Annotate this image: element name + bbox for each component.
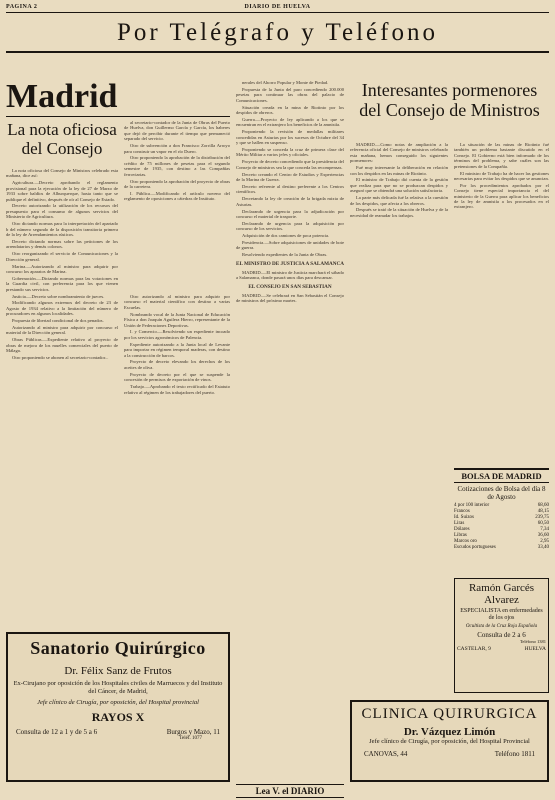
paragraph: Justicia.—Decreto sobre nombramiento de jueces. [12,293,105,299]
paragraph: Decreto autorizando la utilización de los recursos del presupuesto para el consumo de algunos servicios del Ministerio de Agricultura. [6,203,118,220]
paragraph: Proyecto de decreto concediendo que la presidencia del Consejo de ministros sea la que conceda las recompensas. [236,159,344,170]
paragraph: Nombrando vocal de la Junta Nacional de Educación Física a don Joaquín Aguilera Hierro, representante de la Unión de Federaciones Deportivas. [124,311,230,328]
bolsa-subtitle: Cotizaciones de Bolsa del día 8 de Agosto [457,485,546,501]
clinica-line-1: Jefe clínico de Cirugía, por oposición, del Hospital Provincial [369,738,530,745]
paragraph: MADRID.—Como notas de ampliación a la referencia oficial del Consejo de ministros celebrado esta mañana, hemos conseguido los siguientes pormenores: [350,142,448,164]
paragraph: Marina.—Autorizando al ministro para adquirir por concurso los aparatos de Marina. [6,263,118,274]
sanatorio-line-1: Ex-Cirujano por oposición de los Hospitales civiles de Marruecos y del Instituto del Cáncer, de Madrid, [13,680,223,695]
paragraph: Otro proponiendo la aprobación del proyecto de obras de la carretera. [124,178,230,189]
quote-value: 48,15 [537,509,549,514]
paragraph: Decreto referente al destino preferente a los Centros científicos. [236,183,344,195]
paragraph: Por los procedimientos aprobados por el Consejo tiene especial importancia el del ministerio de la Guerra para aplicar los beneficios de la ley de amnistía a los procesados en el extranjero. [454,182,549,210]
garces-ad [454,578,549,693]
sanatorio-ad [6,632,230,782]
paragraph: La situación de las minas de Riotinto fué también un problema bastante discutido en el Consejo. El Gobierno está bien informado de los términos del problema, y sabe cuáles son las pretensiones de la Compañía. [454,142,549,169]
quote-name: Francos [454,509,470,514]
paragraph: al secretario-contador de la Junta de Obras del Puerto de Huelva, don Guillermo García y García, los haberes que dejó de percibir durante el tiempo que permaneció separado del servicio. [124,120,230,142]
quote-value: 7,34 [540,527,549,532]
sanatorio-address: Burgos y Mazo, 11 [166,728,220,736]
paragraph: Propuesta de libertad condicional de dos penados. [12,318,104,324]
quote-value: 33,40 [537,545,549,550]
paragraph: Trabajo.—Aprobando el texto rectificado del Estatuto relativo al régimen de los trabajadores del puerto. [124,384,230,395]
lea-diario-ad: Lea V. el DIARIO [236,784,344,798]
paragraph: Otro reorganizando el servicio de Comunicaciones y la Dirección general. [6,251,118,262]
table-row [454,545,549,551]
garces-address-row [457,646,546,652]
sanatorio-line-2: Jefe clínico de Cirugía, por oposición, del Hospital provincial [37,699,199,706]
paragraph: Otro proponiendo la aprobación de la distribución del crédito de 75 millones de pesetas para el segundo semestre de 1935, con destino a las Compañías ferroviarias. [124,155,230,177]
garces-credential: Ocultista de la Cruz Roja Española [465,624,538,629]
clinica-phone: Teléfono 1811 [494,750,535,758]
page-number: PAGINA 2 [6,4,38,10]
paragraph: Otro de subvención a don Francisco Zorrilla Arroyo para construir un vapor en el río Duero. [124,143,230,154]
paragraph: Adquisición de dos camiones de poca potencia. [242,233,330,239]
sanatorio-doctor: Dr. Félix Sanz de Frutos [64,665,172,677]
quote-value: 239,75 [535,515,549,520]
paragraph: Modificando algunos extremos del decreto de 23 de Agosto de 1934 relativo a la limitación del número de procuradores en algunos localidades. [6,300,118,317]
sanatorio-title: Sanatorio Quirúrgico [30,638,206,658]
clinica-info-row [356,750,543,758]
section-heading-justicia: EL MINISTRO DE JUSTICIA A SALAMANCA [236,260,344,267]
top-rule [6,12,549,13]
paragraph: Decreto dictando normas sobre las peticiones de los arrendatarios y demás colonos. [6,238,118,250]
madrid-column-2-bottom [124,294,230,626]
paragraph: Expediente autorizando a la Junta local de Levante para importar en régimen temporal maderas, con destino a la construcción de barcos. [124,341,230,358]
paragraph: Otro proponiendo se abonen al secretario-contador... [12,355,109,361]
paragraph: Proponiendo la revisión de medallas militares concedidas en Asturias por los sucesos de Octubre del 34 y que se hallen en suspenso. [236,129,344,146]
paragraph: MADRID.—El ministro de Justicia marchará el sábado a Salamanca, donde pasará unos días para descansar. [236,269,344,281]
sanatorio-rays: RAYOS X [91,710,145,724]
article-columns [6,80,549,796]
nota-oficiosa-headline: La nota oficiosa del Consejo [7,120,117,158]
page-header [6,4,549,10]
paragraph: Autorizando al ministro para adquirir por concurso el material de la Dirección general. [6,325,118,336]
paragraph: Proyecto de decreto elevando los derechos de los aceites de oliva. [124,359,230,370]
paragraph: Proyecto de decreto por el que se suspende la concesión de permisos de exportación de vinos. [124,371,230,383]
madrid-column-1 [6,168,118,688]
paragraph: Decreto creando el Centro de Estudios y Experiencias de la Marina de Guerra. [236,171,344,182]
interesantes-headline: Interesantes pormenores del Consejo de Ministros [359,80,540,120]
quote-value: 36,60 [537,533,549,538]
paragraph: Presidencia.—Sobre adquisiciones de unidades de bote de guerra. [236,240,344,251]
garces-specialty: ESPECIALISTA en enfermedades de los ojos [460,608,543,621]
paragraph: La nota oficiosa del Consejo de Ministros celebrado esta mañana, dice así: [6,168,118,179]
bolsa-box [454,468,549,551]
madrid-headline: Madrid [6,80,230,117]
interesantes-column-1 [350,142,448,412]
paragraph: MADRID.—Se celebrará en San Sebastián el Consejo de ministros del próximo martes. [236,292,344,303]
garces-hours: Consulta de 2 a 6 [477,631,526,639]
garces-city: HUELVA [524,646,546,652]
paragraph: I. y Comercio.—Resolviendo un expediente incoado por los servicios agronómicos de Palencia. [124,329,230,340]
paragraph: Guerra.—Proyecto de ley aplicando a los que se encuentran en el extranjero los beneficios de la amnistía. [236,116,344,128]
clinica-address: CANOVAS, 44 [364,750,408,758]
paragraph: I. Pública.—Modificando el artículo noveno del reglamento de oposiciones a cátedras de Instituto. [124,190,230,202]
paragraph: Gobernación.—Dictando normas para las votaciones en la Guardia civil, con preferencia para los que vienen prestando sus servicios. [6,275,118,292]
header-right-spacer [368,4,549,10]
sanatorio-info-row [12,728,224,736]
madrid-column-3 [236,80,344,780]
paragraph: Declarando de urgencia para la adquisición por concurso de los servicios. [236,220,344,232]
quote-name: Libras [454,533,467,538]
paragraph: Agricultura.—Decreto aprobando el reglamento provisional para la ejecución de la ley de 27 de Marzo de 1933 sobre baldíos de Alburquerque, hasta tanto que se publique el definitivo, después de oír al Consejo de Estado. [6,180,118,202]
paragraph: Propuesta de la Junta del paro concediendo 200.000 pesetas para continuar las obras del palacio de Comunicaciones. [236,86,344,103]
clinica-ad [350,700,549,782]
interesantes-column-2 [454,142,549,462]
paragraph: Obras Públicas.—Expediente relativo al proyecto de obras de mejora de los muelles comerciales del puerto de Málaga. [6,337,118,354]
quote-name: Dólares [454,527,470,532]
bolsa-table [454,503,549,551]
quote-name: Id. Suizos [454,515,474,520]
quote-name: Liras [454,521,465,526]
quote-name: Marcos oro [454,539,477,544]
sanatorio-hours: Consulta de 12 a 1 y de 5 a 6 [16,728,98,736]
paragraph: Situación creada en la mina de Riotinto por los despidos de obreros. [236,104,344,116]
paragraph: El ministro de Trabajo dió cuenta de la gestión que realiza para que no se produzcan despidos y aseguró que se obtendrá una solución satisfactoria. [350,177,448,194]
paragraph: Proponiendo se conceda la cruz de primera clase del Mérito Militar a varios jefes y oficiales. [236,146,344,158]
paragraph: Fué muy interesante la deliberación en relación con los despidos en las minas de Riotinto. [350,165,448,176]
quote-value: 68,60 [537,503,549,508]
paragraph: Resolviendo expedientes de la Junta de Obras. [242,252,328,258]
paragraph: Declarando de urgencia para la adjudicación por concurso el material de trasporte. [236,208,344,219]
section-banner: Por Telégrafo y Teléfono [6,15,549,53]
paragraph: Otro autorizando al ministro para adquirir por concurso el material científico con destino a varias Escuelas. [124,294,230,310]
garces-name: Ramón Garcés Alvarez [468,582,535,606]
quote-value: 60,50 [537,521,549,526]
sanatorio-phone: Teléf. 1077 [179,736,202,741]
paragraph: El ministro de Trabajo ha de hacer las gestiones necesarias para evitar los despidos que se anuncian. [454,170,549,181]
quote-name: Escudos portugueses [454,545,496,550]
madrid-column-2-top [124,120,230,290]
garces-phone: Teléfono 1381 [519,639,546,644]
clinica-doctor: Dr. Vázquez Limón [403,726,496,738]
paragraph: nerales del Ahorro Popular y Monte de Piedad. [242,80,329,85]
section-heading-san-sebastian: EL CONSEJO EN SAN SEBASTIAN [248,283,332,290]
bolsa-title: BOLSA DE MADRID [454,468,549,483]
paragraph: La parte más delicada fué la relativa a la cuestión de los despidos, que afecta a los obreros. [350,195,448,206]
paragraph: Otro dictando normas para la interpretación del apartado b del número segundo de la disposición transitoria primera de la ley de Arrendamientos rústicos. [6,221,118,237]
garces-address: CASTELAR, 9 [457,646,491,652]
quote-value: 2,95 [540,539,549,544]
paragraph: Después se trató de la situación de Huelva y de la necesidad de reanudar los trabajos. [350,207,448,218]
paragraph: Decretando la ley de creación de la brigada mixta de Asturias. [236,196,344,207]
clinica-title: CLINICA QUIRURGICA [361,706,538,722]
quote-name: 4 por 100 interior [454,503,490,508]
newspaper-name: DIARIO DE HUELVA [244,4,311,10]
